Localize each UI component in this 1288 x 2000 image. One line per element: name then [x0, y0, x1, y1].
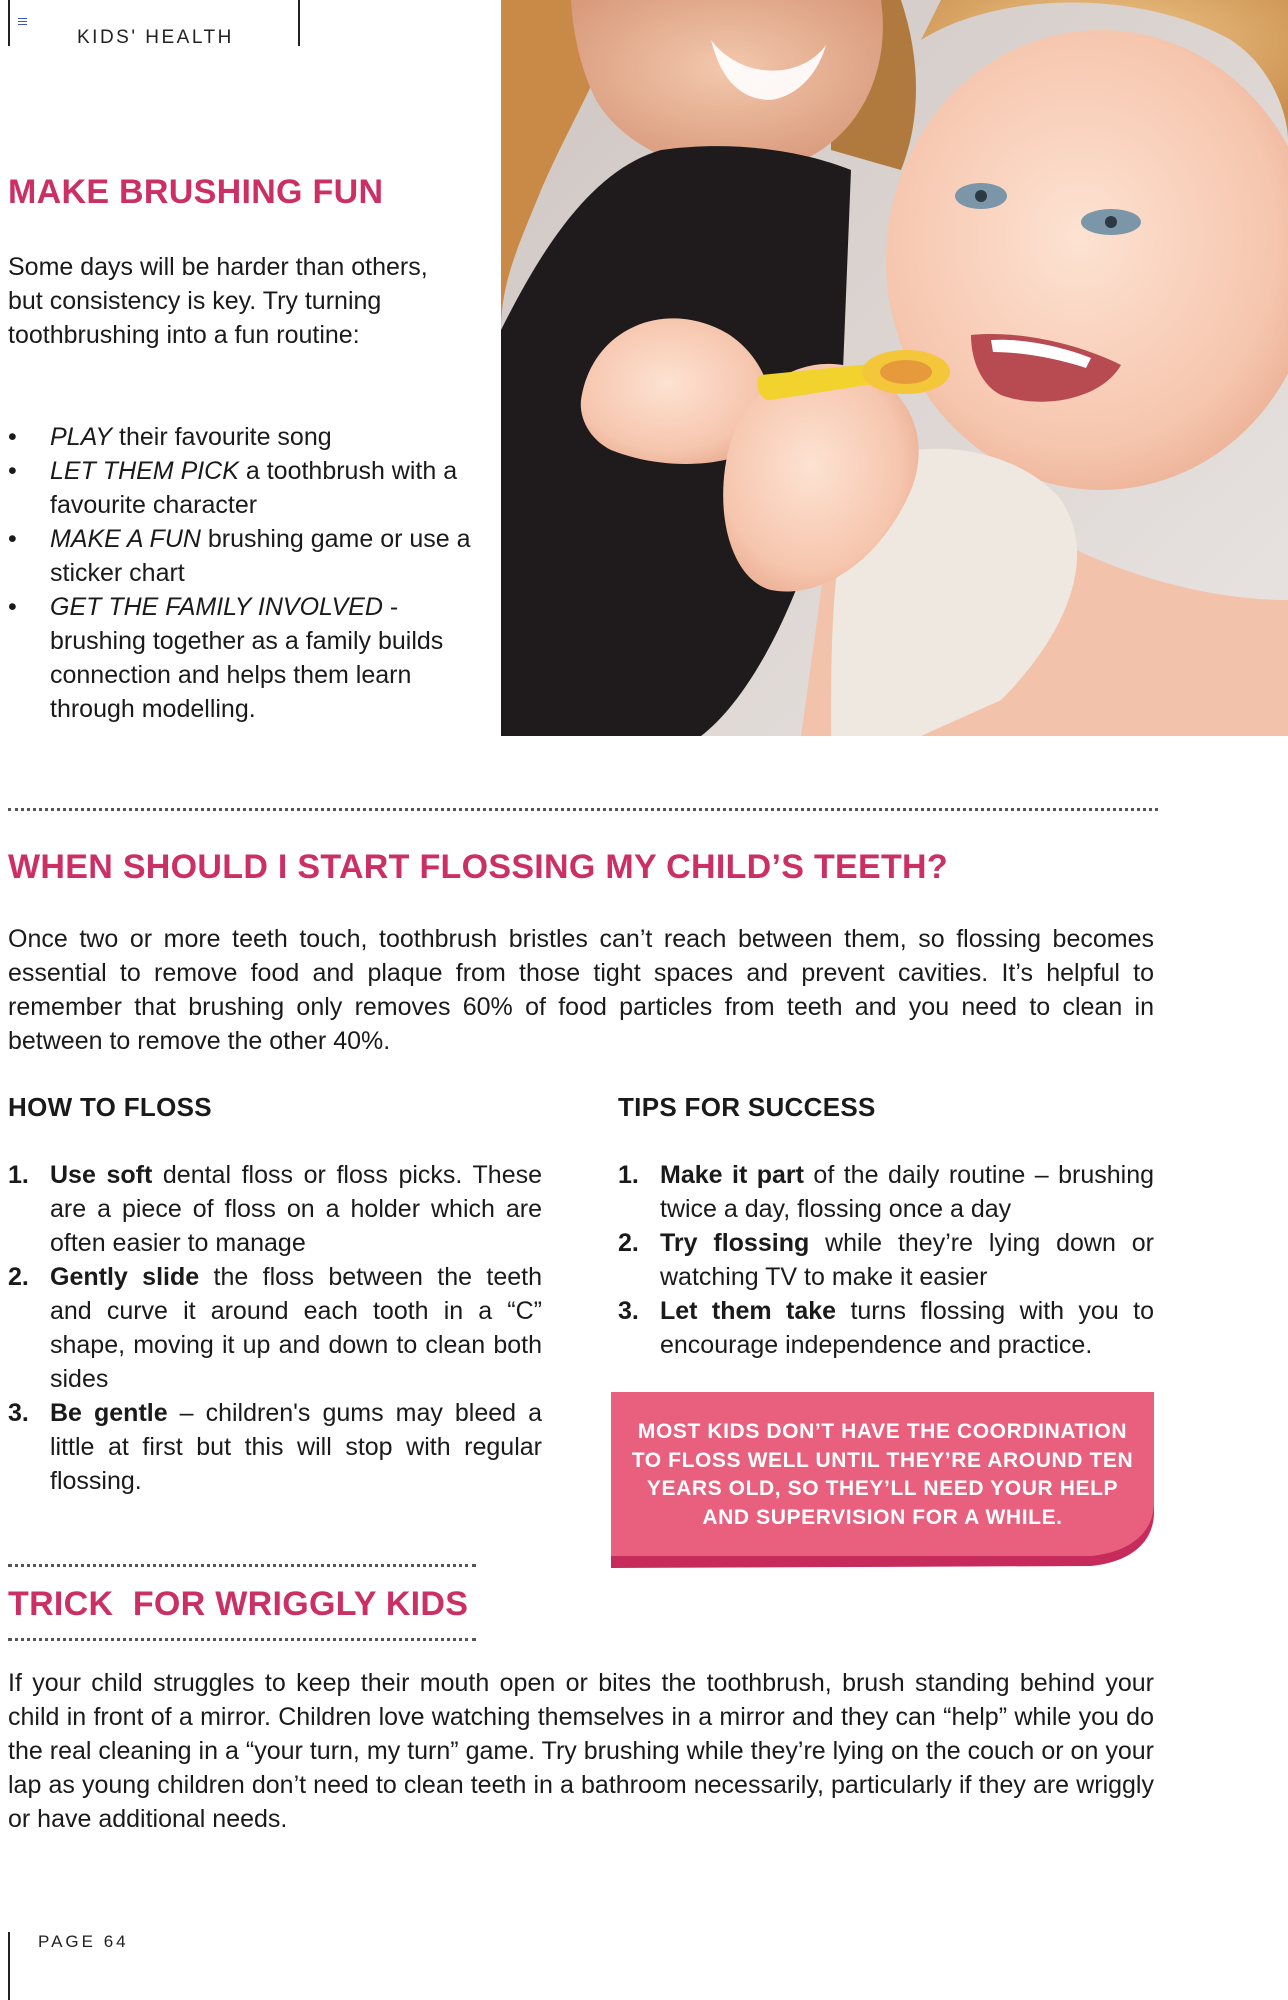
flossing-intro: Once two or more teeth touch, toothbrush bristles can’t reach between them, so flossing becomes essential to remove food and plaque from those tight spaces and prevent cavities. It’s helpful to remember that brushing only removes 60% of food particles from teeth and you need to clean in between to remove the other 40%. — [8, 925, 1154, 1055]
list-item — [618, 1294, 1154, 1362]
item-text: brushing game or use a sticker chart — [50, 525, 471, 587]
flossing-title: WHEN SHOULD I START FLOSSING MY CHILD’S TEETH? — [8, 848, 948, 886]
section-label: KIDS' HEALTH — [77, 27, 234, 48]
header-rule-left — [8, 0, 10, 46]
footer-rule — [8, 1932, 10, 2000]
divider — [8, 1564, 476, 1567]
list-item — [8, 1260, 542, 1396]
step-text: while they’re lying down or watching TV to make it easier — [660, 1229, 1154, 1291]
list-item — [618, 1158, 1154, 1226]
step-lead: Be gentle — [50, 1399, 168, 1427]
wriggly-title: TRICK FOR WRIGGLY KIDS — [8, 1585, 469, 1623]
step-text: turns flossing with you to encourage independence and practice. — [660, 1297, 1154, 1359]
step-lead: Make it part — [660, 1161, 804, 1189]
step-lead: Use soft — [50, 1161, 153, 1189]
how-to-floss-list — [8, 1158, 542, 1498]
tips-list — [618, 1158, 1154, 1362]
step-text: of the daily routine – brushing twice a day, flossing once a day — [660, 1161, 1154, 1223]
item-lead: LET THEM PICK — [50, 457, 239, 485]
step-lead: Gently slide — [50, 1263, 200, 1291]
header-rule-right — [298, 0, 300, 46]
list-item — [8, 590, 478, 726]
list-item — [8, 420, 478, 454]
how-to-floss-title: HOW TO FLOSS — [8, 1092, 212, 1122]
step-lead: Let them take — [660, 1297, 837, 1325]
page-number: PAGE 64 — [38, 1932, 129, 1951]
list-item — [8, 1396, 542, 1498]
step-number: 2. — [8, 1263, 29, 1291]
brushing-list — [8, 420, 478, 726]
divider — [8, 1638, 476, 1641]
step-number: 1. — [8, 1161, 29, 1189]
brushing-title: MAKE BRUSHING FUN — [8, 173, 384, 211]
step-number: 1. — [618, 1161, 639, 1189]
item-text: their favourite song — [112, 423, 332, 451]
wriggly-text: If your child struggles to keep their mouth open or bites the toothbrush, brush standing behind your child in front of a mirror. Children love watching themselves in a mirror and they can “help” while you do the real cleaning in a “your turn, my turn” game. Try brushing while they’re lying on the couch or on your lap as young children don’t need to clean teeth in a bathroom necessarily, particularly if they are wriggly or have additional needs. — [8, 1669, 1154, 1833]
divider — [8, 808, 1158, 811]
step-number: 3. — [8, 1399, 29, 1427]
step-lead: Try flossing — [660, 1229, 810, 1257]
step-number: 2. — [618, 1229, 639, 1257]
item-text: a toothbrush with a favourite character — [50, 457, 458, 519]
callout-text: MOST KIDS DON’T HAVE THE COORDINATION TO FLOSS WELL UNTIL THEY’RE AROUND TEN YEARS OLD, SO THEY’LL NEED YOUR HELP AND SUPERVISION FOR A WHILE. — [631, 1420, 1134, 1529]
step-number: 3. — [618, 1297, 639, 1325]
item-lead: GET THE FAMILY INVOLVED — [50, 593, 383, 621]
step-text: dental floss or floss picks. These are a piece of floss on a holder which are often easier to manage — [50, 1161, 542, 1257]
list-item — [8, 1158, 542, 1260]
hero-image — [501, 0, 1288, 736]
step-text: the floss between the teeth and curve it around each tooth in a “C” shape, moving it up and down to clean both sides — [50, 1263, 542, 1393]
list-item — [8, 522, 478, 590]
menu-icon[interactable] — [18, 18, 27, 25]
list-item — [8, 454, 478, 522]
item-text: - brushing together as a family builds connection and helps them learn through modelling. — [50, 593, 444, 723]
item-lead: PLAY — [50, 423, 113, 451]
tips-title: TIPS FOR SUCCESS — [618, 1092, 876, 1122]
list-item — [618, 1226, 1154, 1294]
callout-box — [611, 1392, 1154, 1568]
step-text: – children's gums may bleed a little at first but this will stop with regular flossing. — [50, 1399, 542, 1495]
brushing-intro: Some days will be harder than others, but consistency is key. Try turning toothbrushing into a fun routine: — [8, 253, 428, 349]
item-lead: MAKE A FUN — [50, 525, 201, 553]
